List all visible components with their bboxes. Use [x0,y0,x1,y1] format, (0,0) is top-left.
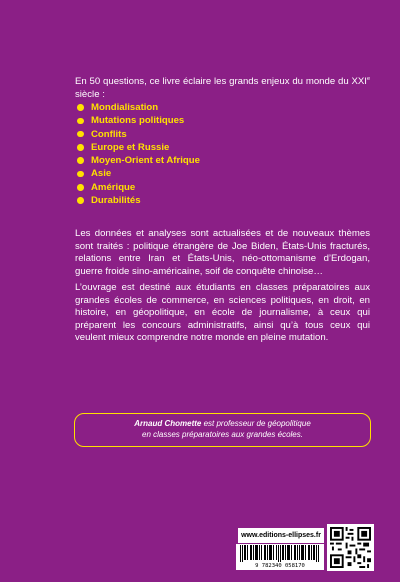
themes-list [75,101,200,207]
bullet-icon [77,118,84,125]
author-bio-line2: en classes préparatoires aux grandes écoles. [142,429,303,439]
qr-code [327,524,374,571]
bullet-icon [77,157,84,164]
list-item: Asie [75,167,200,180]
list-item: Mutations politiques [75,114,200,127]
list-item: Amérique [75,181,200,194]
bullet-icon [77,131,84,138]
list-item: Mondialisation [75,101,200,114]
bullet-icon [77,184,84,191]
bullet-icon [77,144,84,151]
publisher-website: www.editions-ellipses.fr [238,528,324,543]
barcode-icon [238,545,322,562]
list-item: Durabilités [75,194,200,207]
bullet-icon [77,171,84,178]
author-bio-line1: est professeur de géopolitique [201,419,311,428]
intro-text: En 50 questions, ce livre éclaire les grands enjeux du monde du XXIe siècle : [75,75,370,100]
bullet-icon [77,104,84,111]
barcode [236,544,324,570]
updates-paragraph: Les données et analyses sont actualisées et de nouveaux thèmes sont traités : politique étrangère de Joe Biden, États-Unis fracturés, relations entre Iran et États-Unis, néo-ottomanisme d’Erdogan, guerre froide sino-américaine, soif de conquête chinoise… [75,228,370,277]
qr-code-icon [330,527,371,568]
list-item: Moyen-Orient et Afrique [75,154,200,167]
list-item: Conflits [75,128,200,141]
audience-paragraph: L’ouvrage est destiné aux étudiants en classes préparatoires aux grandes écoles de commerce, en sciences politiques, en droit, en histoire, en géopolitique, en école de journalisme, à ceux qui préparent les concours administratifs, ainsi qu’à tous ceux qui veulent mieux comprendre notre monde en pleine mutation. [75,282,370,344]
author-box [74,413,371,447]
list-item: Europe et Russie [75,141,200,154]
bullet-icon [77,197,84,204]
author-name: Arnaud Chomette [134,419,202,428]
isbn-digits: 9 782340 058170 [255,563,305,569]
